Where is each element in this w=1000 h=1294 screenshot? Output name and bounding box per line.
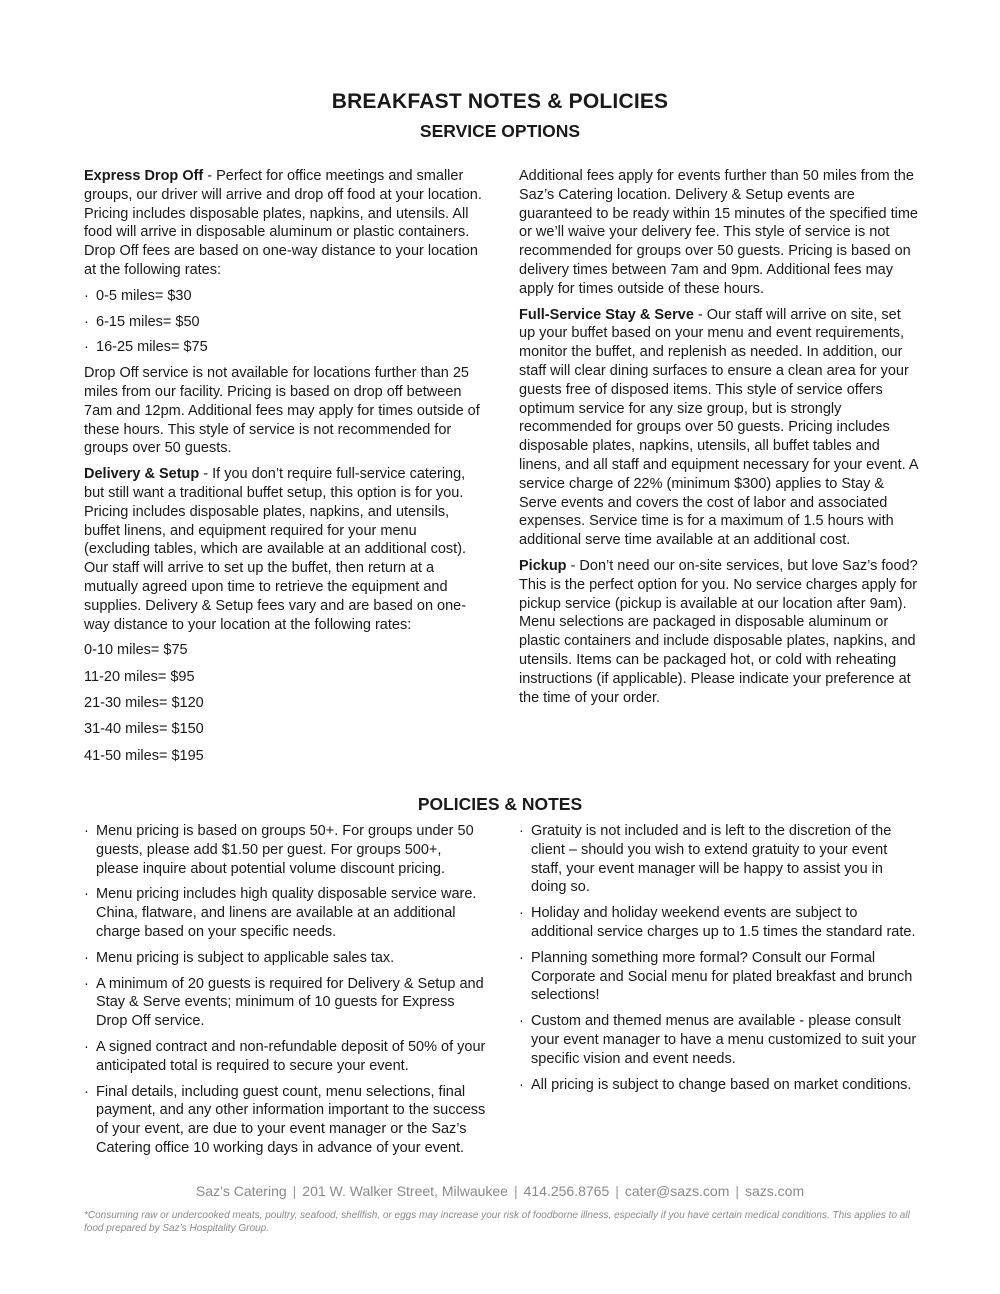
footer-separator: | <box>615 1183 619 1199</box>
delivery-setup-paragraph <box>84 465 482 634</box>
page-title: BREAKFAST NOTES & POLICIES <box>331 90 669 113</box>
express-rate-list <box>84 287 482 357</box>
policy-item: · Gratuity is not included and is left to the discretion of the client – should you wish to extend gratuity to your event staff, your event manager will be happy to assist you in doing so. <box>519 822 919 897</box>
policy-item: · Custom and themed menus are available - please consult your event manager to have a menu customized to suit your specific vision and event needs. <box>519 1012 919 1068</box>
delivery-rate-item: 0-10 miles= $75 <box>84 642 188 659</box>
footer-disclaimer: *Consuming raw or undercooked meats, poultry, seafood, shellfish, or eggs may increase your risk of foodborne illness, especially if you have certain medical conditions. This applies to all food prepared by Saz’s Hospitality Group. <box>84 1210 910 1234</box>
section-title-service-options: SERVICE OPTIONS <box>419 121 581 141</box>
pickup-text: - Don’t need our on-site services, but love Saz’s food? This is the perfect option for you. No service charges apply for pickup service (pickup is available at our location after 9am). Menu selections are packaged in disposable aluminum or plastic containers and include disposable plates, napkins, and utensils. Items can be packaged hot, or cold with reheating instructions (if applicable). Please indicate your preference at the time of your order. <box>519 557 918 706</box>
policy-item: · A signed contract and non-refundable deposit of 50% of your anticipated total is required to secure your event. <box>84 1038 486 1076</box>
delivery-rate-item: 31-40 miles= $150 <box>84 721 204 738</box>
pickup-heading: Pickup <box>519 557 567 574</box>
express-drop-off-heading: Express Drop Off <box>84 168 204 184</box>
policy-item: · Planning something more formal? Consult our Formal Corporate and Social menu for plated breakfast and brunch selections! <box>519 949 919 1005</box>
express-rate-item: · 16-25 miles= $75 <box>84 338 482 357</box>
delivery-setup-text: - If you don’t require full-service catering, but still want a traditional buffet setup, this option is for you. Pricing includes disposable plates, napkins, and utensils, buffet linens, and equipment required for your menu (excluding tables, which are available at an additional cost). Our staff will arrive to set up the buffet, then return at a mutually agreed upon time to retrieve the equipment and supplies. Delivery & Setup fees vary and are based on one-way distance to your location at the following rates: <box>84 466 467 633</box>
footer-company: Saz’s Catering <box>195 1183 287 1199</box>
section-title-policies: POLICIES & NOTES <box>417 794 583 814</box>
policy-item: · A minimum of 20 guests is required for Delivery & Setup and Stay & Serve events; minimum of 10 guests for Express Drop Off service. <box>84 975 486 1031</box>
footer-website[interactable]: sazs.com <box>745 1183 805 1199</box>
service-column-left <box>84 167 482 773</box>
policy-item: · Menu pricing is subject to applicable sales tax. <box>84 949 486 968</box>
policy-item: · Menu pricing is based on groups 50+. For groups under 50 guests, please add $1.50 per guest. For groups 500+, please inquire about potential volume discount pricing. <box>84 822 486 878</box>
delivery-rate-list <box>84 641 482 765</box>
delivery-rate-item: 11-20 miles= $95 <box>84 668 195 685</box>
express-rate-item: · 6-15 miles= $50 <box>84 313 482 332</box>
delivery-rate-item: 41-50 miles= $195 <box>84 747 204 764</box>
policies-column-left <box>84 822 486 1165</box>
express-drop-off-note: Drop Off service is not available for locations further than 25 miles from our facility. Pricing is based on drop off between 7am and 12pm. Additional fees may apply for times outside of these hours. This style of service is not recommended for groups over 50 guests. <box>84 365 480 457</box>
full-service-heading: Full-Service Stay & Serve <box>519 306 694 323</box>
footer-email[interactable]: cater@sazs.com <box>624 1183 730 1199</box>
pickup-paragraph <box>519 557 919 707</box>
full-service-text: - Our staff will arrive on site, set up your buffet based on your menu and event requirements, monitor the buffet, and replenish as needed. In addition, our staff will clear dining surfaces to ensure a clean area for your guests free of disposed items. This style of service offers optimum service for any size group, but is strongly recommended for groups over 50 guests. Pricing includes disposable plates, napkins, utensils, all buffet tables and linens, and all staff and equipment necessary for your event. A service charge of 22% (minimum $300) applies to Stay & Serve events and covers the cost of labor and associated expenses. Service time is for a maximum of 1.5 hours with additional serve time available at an additional cost. <box>519 306 918 549</box>
full-service-paragraph <box>519 306 919 550</box>
express-drop-off-text: - Perfect for office meetings and smaller groups, our driver will arrive and drop off food at your location. Pricing includes disposable plates, napkins, and utensils. All food will arrive in disposable aluminum or plastic containers. Drop Off fees are based on one-way distance to your location at the following rates: <box>84 168 482 278</box>
footer-phone[interactable]: 414.256.8765 <box>523 1183 610 1199</box>
express-rate-item: · 0-5 miles= $30 <box>84 287 482 306</box>
footer-separator: | <box>513 1183 518 1199</box>
delivery-setup-heading: Delivery & Setup <box>84 466 200 483</box>
delivery-rate-item: 21-30 miles= $120 <box>84 694 204 711</box>
express-drop-off-paragraph <box>84 167 482 280</box>
delivery-setup-note: Additional fees apply for events further than 50 miles from the Saz’s Catering location. Delivery & Setup events are guaranteed to be ready within 15 minutes of the specified time or we’ll waive your delivery fee. This style of service is not recommended for groups over 50 guests. Pricing is based on delivery times between 7am and 9pm. Additional fees may apply for times outside of these hours. <box>519 168 918 297</box>
policy-item: · Final details, including guest count, menu selections, final payment, and any other information important to the success of your event, are due to your event manager or the Saz’s Catering office 10 working days in advance of your event. <box>84 1083 486 1158</box>
footer-address: 201 W. Walker Street, Milwaukee <box>302 1183 508 1199</box>
policies-column-right <box>519 822 919 1101</box>
service-column-right <box>519 167 919 714</box>
footer-separator: | <box>735 1183 739 1199</box>
policy-item: · Holiday and holiday weekend events are subject to additional service charges up to 1.5 times the standard rate. <box>519 904 919 942</box>
policy-item: · All pricing is subject to change based on market conditions. <box>519 1076 919 1095</box>
footer-contact <box>0 1183 1000 1199</box>
policy-item: · Menu pricing includes high quality disposable service ware. China, flatware, and linens are available at an additional charge based on your specific needs. <box>84 885 486 941</box>
footer-separator: | <box>292 1183 297 1199</box>
